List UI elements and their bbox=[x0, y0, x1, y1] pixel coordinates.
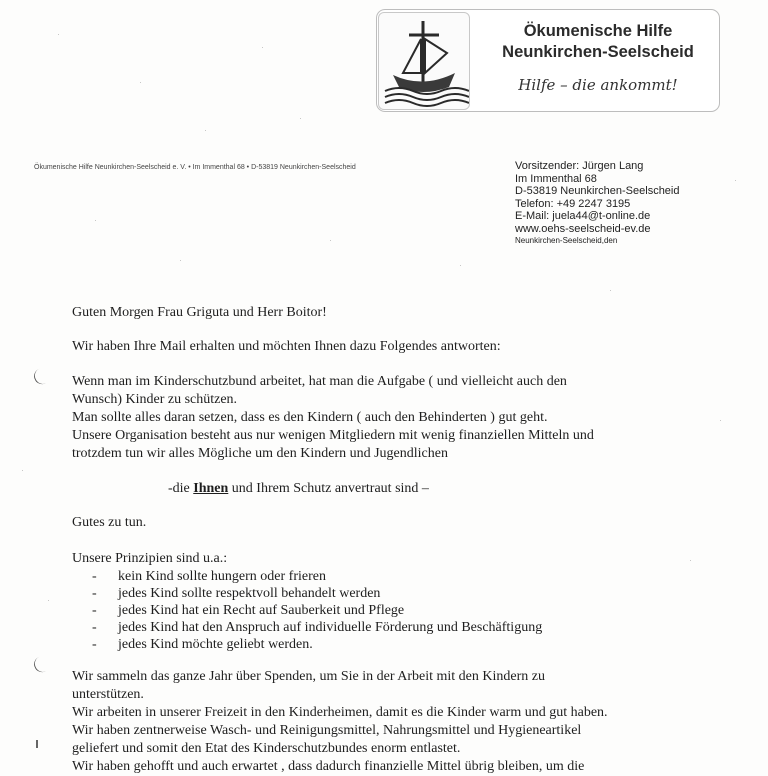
paragraph-line: Unsere Organisation besteht aus nur wenigen Mitgliedern mit wenig finanziellen Mitteln und bbox=[72, 428, 594, 443]
emphasized-word: Ihnen bbox=[193, 481, 229, 496]
paragraph-line: unterstützen. bbox=[72, 687, 144, 702]
paragraph-line: Wenn man im Kinderschutzbund arbeitet, hat man die Aufgabe ( und vielleicht auch den bbox=[72, 374, 567, 389]
ship-cross-logo-icon bbox=[378, 12, 470, 110]
letter-centered-line: -die Ihnen und Ihrem Schutz anvertraut sind – bbox=[168, 481, 429, 496]
principles-list bbox=[72, 568, 722, 653]
paragraph-line: Wir arbeiten in unserer Freizeit in den Kinderheimen, damit es die Kinder warm und gut haben. bbox=[72, 705, 608, 720]
contact-city: D-53819 Neunkirchen-Seelscheid bbox=[515, 185, 680, 198]
list-item: - jedes Kind hat ein Recht auf Sauberkeit und Pflege bbox=[92, 603, 405, 618]
list-item: - jedes Kind hat den Anspruch auf individuelle Förderung und Beschäftigung bbox=[92, 620, 543, 635]
contact-place-date: Neunkirchen-Seelscheid,den bbox=[515, 235, 618, 245]
letter-paragraph-1 bbox=[72, 373, 722, 463]
principles-intro: Unsere Prinzipien sind u.a.: bbox=[72, 551, 228, 566]
sender-address-line: Ökumenische Hilfe Neunkirchen-Seelscheid e. V. • Im Immenthal 68 • D-53819 Neunkirchen-Seelscheid bbox=[34, 164, 356, 171]
paragraph-line: Wir haben gehofft und auch erwartet , dass dadurch finanzielle Mittel übrig bleiben, um die bbox=[72, 759, 585, 774]
org-name-line1: Ökumenische Hilfe bbox=[523, 22, 673, 40]
contact-chair: Vorsitzender: Jürgen Lang bbox=[515, 160, 644, 172]
list-item: - kein Kind sollte hungern oder frieren bbox=[92, 569, 326, 584]
punch-hole-mark bbox=[31, 365, 53, 387]
letter-greeting: Guten Morgen Frau Griguta und Herr Boitor! bbox=[72, 305, 327, 320]
list-item: - jedes Kind möchte geliebt werden. bbox=[92, 637, 313, 652]
margin-tick bbox=[36, 740, 38, 748]
letter-gutes: Gutes zu tun. bbox=[72, 515, 147, 530]
paragraph-line: Wunsch) Kinder zu schützen. bbox=[72, 392, 238, 407]
paragraph-line: Wir haben zentnerweise Wasch- und Reinigungsmittel, Nahrungsmittel und Hygieneartikel bbox=[72, 723, 582, 738]
punch-hole-mark bbox=[31, 653, 53, 675]
contact-block bbox=[515, 160, 679, 246]
list-item: - jedes Kind sollte respektvoll behandelt werden bbox=[92, 586, 381, 601]
contact-street: Im Immenthal 68 bbox=[515, 172, 597, 185]
contact-email: E-Mail: juela44@t-online.de bbox=[515, 210, 651, 223]
contact-web: www.oehs-seelscheid-ev.de bbox=[515, 222, 651, 235]
principles-section bbox=[72, 550, 722, 653]
contact-phone: Telefon: +49 2247 3195 bbox=[515, 197, 631, 210]
slogan: Hilfe – die ankommt! bbox=[518, 76, 678, 94]
letter-paragraph-2 bbox=[72, 668, 722, 776]
letter-intro: Wir haben Ihre Mail erhalten und möchten Ihnen dazu Folgendes antworten: bbox=[72, 339, 501, 354]
org-name-line2: Neunkirchen-Seelscheid bbox=[502, 43, 694, 61]
paragraph-line: geliefert und somit den Etat des Kinderschutzbundes enorm entlastet. bbox=[72, 741, 461, 756]
paragraph-line: Wir sammeln das ganze Jahr über Spenden, um Sie in der Arbeit mit den Kindern zu bbox=[72, 669, 545, 684]
paragraph-line: Man sollte alles daran setzen, dass es den Kindern ( auch den Behinderten ) gut geht. bbox=[72, 410, 548, 425]
paragraph-line: trotzdem tun wir alles Mögliche um den Kindern und Jugendlichen bbox=[72, 446, 448, 461]
